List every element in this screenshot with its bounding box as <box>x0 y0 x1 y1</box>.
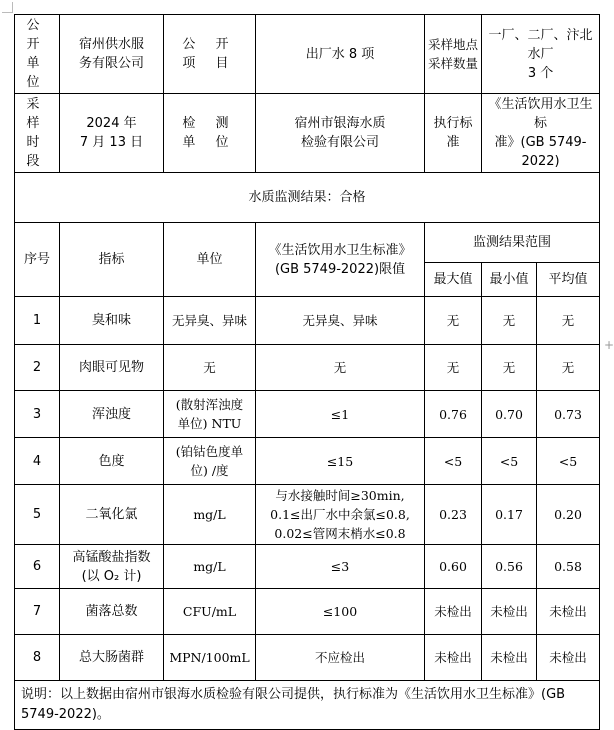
row-limit: 无异臭、异味 <box>256 297 425 345</box>
col-indicator: 指标 <box>60 223 164 297</box>
row-indicator: 二氧化氯 <box>60 485 164 545</box>
page-corner-top-left <box>2 2 13 13</box>
label-sampling-site: 采样地点 采样数量 <box>425 15 482 94</box>
value-item: 出厂水 8 项 <box>256 15 425 94</box>
value-lab: 宿州市银海水质 检验有限公司 <box>256 94 425 173</box>
table-row <box>15 297 600 345</box>
table-row <box>15 545 600 589</box>
row-no: 5 <box>15 485 60 545</box>
row-unit: 无异臭、异味 <box>164 297 256 345</box>
row-indicator: 浑浊度 <box>60 391 164 438</box>
row-no: 2 <box>15 345 60 391</box>
row-indicator: 臭和味 <box>60 297 164 345</box>
row-min: 无 <box>482 297 537 345</box>
table-row <box>15 345 600 391</box>
table-row <box>15 635 600 681</box>
row-indicator: 肉眼可见物 <box>60 345 164 391</box>
row-unit: 无 <box>164 345 256 391</box>
row-min: 0.17 <box>482 485 537 545</box>
row-indicator: 菌落总数 <box>60 589 164 635</box>
row-unit: (散射浑浊度 单位) NTU <box>164 391 256 438</box>
label-period: 采 样 时 段 <box>15 94 60 173</box>
col-min: 最小值 <box>482 263 537 297</box>
row-no: 6 <box>15 545 60 589</box>
row-min: 未检出 <box>482 589 537 635</box>
row-no: 4 <box>15 438 60 485</box>
table-row <box>15 485 600 545</box>
row-max: 0.23 <box>425 485 482 545</box>
row-max: 0.76 <box>425 391 482 438</box>
row-limit: ≤1 <box>256 391 425 438</box>
row-avg: 0.20 <box>537 485 600 545</box>
row-avg: 未检出 <box>537 589 600 635</box>
row-indicator: 色度 <box>60 438 164 485</box>
row-max: <5 <box>425 438 482 485</box>
row-avg: 无 <box>537 297 600 345</box>
value-standard: 《生活饮用水卫生标 准》(GB 5749-2022) <box>482 94 600 173</box>
row-avg: 0.58 <box>537 545 600 589</box>
row-limit: ≤3 <box>256 545 425 589</box>
column-head-row-1 <box>15 223 600 263</box>
note-text: 说明：以上数据由宿州市银海水质检验有限公司提供，执行标准为《生活饮用水卫生标准》(GB 5749-2022)。 <box>15 681 600 730</box>
header-row-2 <box>15 94 600 173</box>
table-row <box>15 438 600 485</box>
label-lab: 检 测 单 位 <box>164 94 256 173</box>
row-avg: 无 <box>537 345 600 391</box>
data-rows <box>15 297 600 681</box>
row-max: 无 <box>425 345 482 391</box>
value-period: 2024 年 7 月 13 日 <box>60 94 164 173</box>
row-min: 无 <box>482 345 537 391</box>
label-publisher: 公 开 单 位 <box>15 15 60 94</box>
row-limit: ≤15 <box>256 438 425 485</box>
row-no: 1 <box>15 297 60 345</box>
col-unit: 单位 <box>164 223 256 297</box>
col-range: 监测结果范围 <box>425 223 600 263</box>
row-min: 未检出 <box>482 635 537 681</box>
row-no: 8 <box>15 635 60 681</box>
row-limit: ≤100 <box>256 589 425 635</box>
row-unit: mg/L <box>164 545 256 589</box>
water-quality-table <box>14 14 600 730</box>
label-standard: 执行标准 <box>425 94 482 173</box>
row-max: 未检出 <box>425 589 482 635</box>
row-unit: CFU/mL <box>164 589 256 635</box>
table-add-icon[interactable]: + <box>604 338 614 352</box>
header-row-1 <box>15 15 600 94</box>
row-avg: <5 <box>537 438 600 485</box>
row-unit: MPN/100mL <box>164 635 256 681</box>
row-max: 无 <box>425 297 482 345</box>
col-no: 序号 <box>15 223 60 297</box>
row-indicator: 高锰酸盐指数 (以 O₂ 计) <box>60 545 164 589</box>
row-max: 0.60 <box>425 545 482 589</box>
note-row <box>15 681 600 730</box>
row-no: 3 <box>15 391 60 438</box>
row-unit: mg/L <box>164 485 256 545</box>
result-title-row <box>15 173 600 223</box>
row-max: 未检出 <box>425 635 482 681</box>
row-limit: 与水接触时间≥30min, 0.1≤出厂水中余氯≤0.8, 0.02≤管网末梢水≤0.8 <box>256 485 425 545</box>
row-limit: 无 <box>256 345 425 391</box>
row-limit: 不应检出 <box>256 635 425 681</box>
row-avg: 0.73 <box>537 391 600 438</box>
row-min: <5 <box>482 438 537 485</box>
col-max: 最大值 <box>425 263 482 297</box>
row-min: 0.70 <box>482 391 537 438</box>
row-min: 0.56 <box>482 545 537 589</box>
row-no: 7 <box>15 589 60 635</box>
row-unit: (铂钴色度单 位) /度 <box>164 438 256 485</box>
row-avg: 未检出 <box>537 635 600 681</box>
col-avg: 平均值 <box>537 263 600 297</box>
label-item: 公 开 项 目 <box>164 15 256 94</box>
col-limit: 《生活饮用水卫生标准》 (GB 5749-2022)限值 <box>256 223 425 297</box>
table-row <box>15 589 600 635</box>
table-row <box>15 391 600 438</box>
value-sampling-site: 一厂、二厂、汴北水厂 3 个 <box>482 15 600 94</box>
result-title: 水质监测结果：合格 <box>15 173 600 223</box>
row-indicator: 总大肠菌群 <box>60 635 164 681</box>
value-publisher: 宿州供水服 务有限公司 <box>60 15 164 94</box>
